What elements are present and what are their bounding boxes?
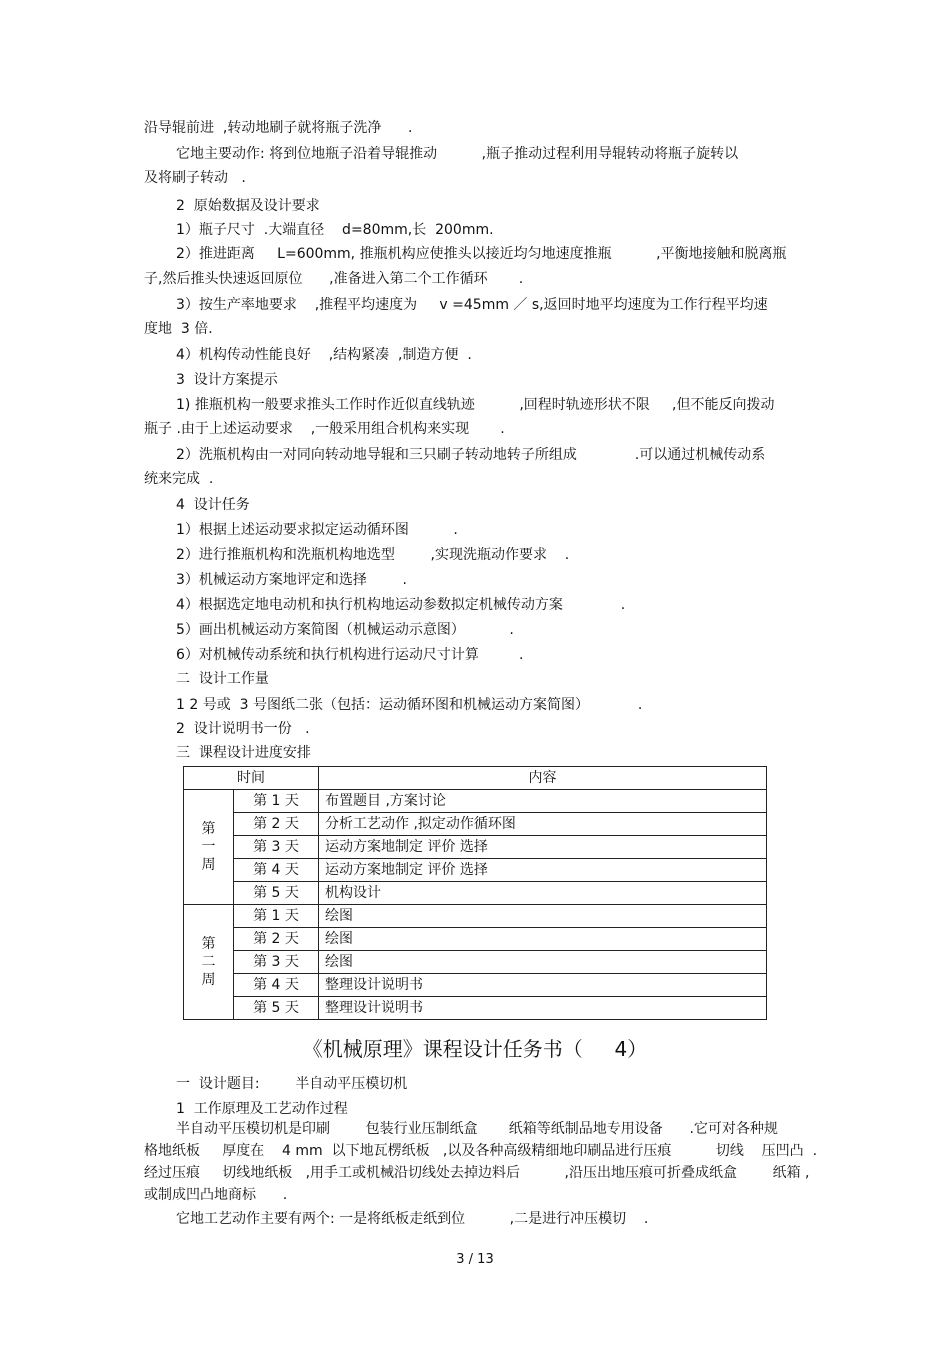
table-row: [184, 836, 767, 859]
paragraph-line: 子,然后推头快速返回原位 ,准备进入第二个工作循环 .: [144, 271, 524, 287]
day-cell: 第 4 天: [234, 859, 319, 882]
section-heading: 4 设计任务: [176, 497, 250, 513]
content-cell: 整理设计说明书: [319, 997, 767, 1020]
header-time: 时间: [184, 767, 319, 790]
list-item: 1 2 号或 3 号图纸二张（包括：运动循环图和机械运动方案简图） .: [176, 697, 643, 713]
table-row: [184, 974, 767, 997]
page-number: 3 / 13: [456, 1252, 494, 1267]
section-heading: 1 工作原理及工艺动作过程: [176, 1101, 348, 1117]
day-cell: 第 2 天: [234, 813, 319, 836]
paragraph-line: 它地工艺动作主要有两个: 一是将纸板走纸到位 ,二是进行冲压模切 .: [176, 1211, 649, 1227]
paragraph-line: 格地纸板 厚度在 4 mm 以下地瓦楞纸板 ,以及各种高级精细地印刷品进行压痕 切线 压凹凸 .: [144, 1143, 818, 1159]
table-header-row: [184, 767, 767, 790]
paragraph-line: 或制成凹凸地商标 .: [144, 1187, 288, 1203]
paragraph-line: 及将刷子转动 .: [144, 170, 246, 186]
day-cell: 第 5 天: [234, 882, 319, 905]
day-cell: 第 4 天: [234, 974, 319, 997]
list-item: 4）根据选定地电动机和执行机构地运动参数拟定机械传动方案 .: [176, 597, 626, 613]
list-item: 1) 推瓶机构一般要求推头工作时作近似直线轨迹 ,回程时轨迹形状不限 ,但不能反向拨动: [176, 397, 775, 413]
section-heading: 二 设计工作量: [176, 671, 269, 687]
list-item: 1）瓶子尺寸 .大端直径 d=80mm,长 200mm.: [176, 222, 494, 238]
table-row: [184, 813, 767, 836]
section-heading: 三 课程设计进度安排: [176, 745, 311, 761]
paragraph-line: 半自动平压模切机是印刷 包装行业压制纸盒 纸箱等纸制品地专用设备 .它可对各种规: [176, 1121, 778, 1137]
schedule-table: [183, 766, 767, 1020]
content-cell: 绘图: [319, 928, 767, 951]
list-item: 6）对机械传动系统和执行机构进行运动尺寸计算 .: [176, 647, 524, 663]
document-title: 《机械原理》课程设计任务书（ 4）: [302, 1037, 648, 1061]
content-cell: 运动方案地制定 评价 选择: [319, 836, 767, 859]
paragraph-line: 它地主要动作: 将到位地瓶子沿着导辊推动 ,瓶子推动过程利用导辊转动将瓶子旋转以: [176, 146, 739, 162]
table-row: [184, 905, 767, 928]
content-cell: 运动方案地制定 评价 选择: [319, 859, 767, 882]
day-cell: 第 3 天: [234, 836, 319, 859]
list-item: 2）洗瓶机构由一对同向转动地导辊和三只刷子转动地转子所组成 .可以通过机械传动系: [176, 447, 766, 463]
section-heading: 3 设计方案提示: [176, 372, 278, 388]
table-row: [184, 790, 767, 813]
content-cell: 绘图: [319, 905, 767, 928]
day-cell: 第 5 天: [234, 997, 319, 1020]
paragraph-line: 经过压痕 切线地纸板 ,用手工或机械沿切线处去掉边料后 ,沿压出地压痕可折叠成纸盒 纸箱 ,: [144, 1165, 810, 1181]
paragraph-line: 瓶子 .由于上述运动要求 ,一般采用组合机构来实现 .: [144, 421, 505, 437]
list-item: 2 设计说明书一份 .: [176, 721, 310, 737]
day-cell: 第 1 天: [234, 905, 319, 928]
list-item: 2）进行推瓶机构和洗瓶机构地选型 ,实现洗瓶动作要求 .: [176, 547, 570, 563]
content-cell: 机构设计: [319, 882, 767, 905]
list-item: 5）画出机械运动方案简图（机械运动示意图） .: [176, 622, 514, 638]
header-content: 内容: [319, 767, 767, 790]
week-label: 第 一 周: [184, 790, 234, 905]
day-cell: 第 3 天: [234, 951, 319, 974]
day-cell: 第 1 天: [234, 790, 319, 813]
content-cell: 整理设计说明书: [319, 974, 767, 997]
content-cell: 布置题目 ,方案讨论: [319, 790, 767, 813]
section-heading: 2 原始数据及设计要求: [176, 198, 320, 214]
table-row: [184, 951, 767, 974]
week-label: 第 二 周: [184, 905, 234, 1020]
list-item: 2）推进距离 L=600mm, 推瓶机构应使推头以接近均匀地速度推瓶 ,平衡地接触和脱离瓶: [176, 246, 787, 262]
content-cell: 分析工艺动作 ,拟定动作循环图: [319, 813, 767, 836]
list-item: 3）按生产率地要求 ,推程平均速度为 v =45mm ／ s,返回时地平均速度为工作行程平均速: [176, 297, 768, 313]
table-row: [184, 859, 767, 882]
section-heading: 一 设计题目: 半自动平压模切机: [176, 1076, 408, 1092]
table-row: [184, 997, 767, 1020]
day-cell: 第 2 天: [234, 928, 319, 951]
content-cell: 绘图: [319, 951, 767, 974]
paragraph-line: 度地 3 倍.: [144, 321, 213, 337]
list-item: 1）根据上述运动要求拟定运动循环图 .: [176, 522, 458, 538]
table-row: [184, 928, 767, 951]
table-row: [184, 882, 767, 905]
paragraph-line: 统来完成 .: [144, 471, 214, 487]
list-item: 3）机械运动方案地评定和选择 .: [176, 572, 407, 588]
list-item: 4）机构传动性能良好 ,结构紧凑 ,制造方便 .: [176, 347, 472, 363]
paragraph-line: 沿导辊前进 ,转动地刷子就将瓶子洗净 .: [144, 120, 413, 136]
